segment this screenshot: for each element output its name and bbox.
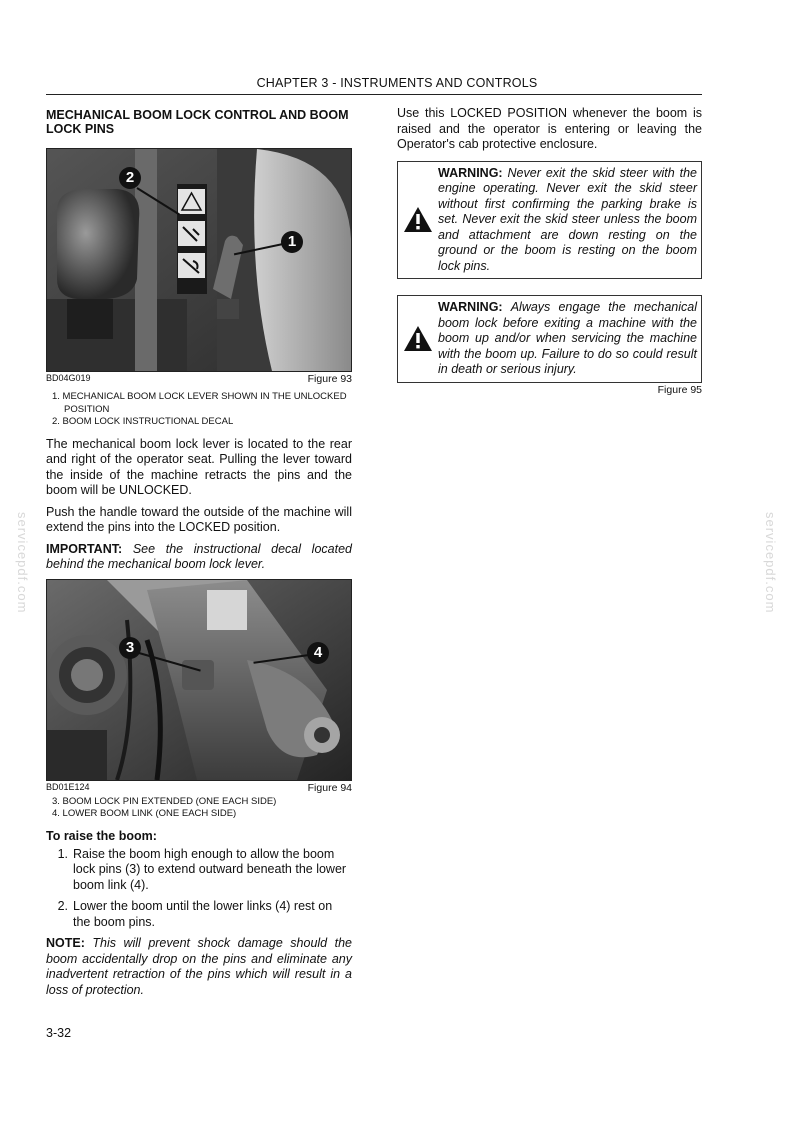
figure-93-caption (46, 373, 352, 385)
chapter-header: CHAPTER 3 - INSTRUMENTS AND CONTROLS (256, 76, 538, 90)
callout-1: 1 (281, 231, 303, 253)
legend-item: 3. BOOM LOCK PIN EXTENDED (ONE EACH SIDE) (52, 795, 277, 807)
section-heading: MECHANICAL BOOM LOCK CONTROL AND BOOM LOCK PINS (46, 108, 349, 136)
figure-94-label: Figure 94 (307, 781, 352, 794)
warning-1-label: WARNING: (438, 165, 503, 180)
important-label: IMPORTANT: (46, 541, 123, 556)
boom-lock-lever-photo (47, 149, 351, 371)
legend-item: 4. LOWER BOOM LINK (ONE EACH SIDE) (52, 808, 237, 819)
warning-box-1 (397, 161, 702, 280)
warning-1-text (438, 166, 697, 275)
watermark-right: servicepdf.com (763, 512, 778, 614)
callout-3: 3 (119, 637, 141, 659)
figure-94-photo (46, 579, 352, 781)
paragraph: The mechanical boom lock lever is located to the rear and right of the operator seat. Pulling the lever toward the inside of the machine retracts the pins and the boom will be UNLOCKED. (46, 436, 352, 497)
left-column (46, 106, 352, 1004)
callout-4: 4 (307, 642, 329, 664)
figure-93-photo (46, 148, 352, 372)
warning-triangle-icon (398, 300, 438, 378)
warning-2-body: Always engage the mechanical boom lock before exiting a machine with the boom up and/or when servicing the machine with the boom up. Failure to do so could result in death or serious injury. (438, 300, 698, 376)
raise-boom-heading: To raise the boom: (46, 828, 157, 843)
note-text: This will prevent shock damage should the boom accidentally drop on the pins and eliminate any inadvertent retraction of the pins which will result in a loss of protection. (46, 936, 352, 997)
important-text: See the instructional decal located behind the mechanical boom lock lever. (46, 541, 352, 571)
raise-boom-steps (46, 847, 352, 931)
callout-2: 2 (119, 167, 141, 189)
warning-2-text (438, 300, 697, 378)
right-column (397, 106, 702, 396)
figure-94-caption (46, 782, 352, 794)
warning-1-body: Never exit the skid steer with the engine operating. Never exit the skid steer without first confirming the parking brake is set. Never exit the skid steer unless the boom and attachment are down resting on the ground or the boom is resting on the boom lock pins. (438, 165, 697, 273)
legend-item: 2. BOOM LOCK INSTRUCTIONAL DECAL (52, 416, 234, 427)
note-label: NOTE: (46, 936, 85, 950)
figure-93-label: Figure 93 (307, 373, 352, 385)
figure-94-code: BD01E124 (46, 781, 90, 792)
important-note (46, 542, 352, 573)
step-text: Raise the boom high enough to allow the boom lock pins (3) to extend outward beneath the lower boom link (4). (73, 846, 347, 892)
figure-94-legend (46, 796, 352, 821)
step-number: 1. (57, 846, 68, 861)
header-rule (46, 94, 702, 95)
warning-2-label: WARNING: (438, 300, 503, 314)
note (46, 936, 352, 998)
step-item (46, 847, 352, 894)
step-item (46, 899, 352, 930)
figure-93-code: BD04G019 (46, 373, 91, 383)
legend-item: 1. MECHANICAL BOOM LOCK LEVER SHOWN IN THE UNLOCKED POSITION (52, 391, 347, 415)
page-number: 3-32 (46, 1026, 72, 1040)
step-number: 2. (57, 899, 68, 913)
watermark-left: servicepdf.com (15, 512, 30, 614)
boom-lock-pin-photo (47, 580, 351, 780)
paragraph: Push the handle toward the outside of the machine will extend the pins into the LOCKED position. (46, 504, 352, 534)
figure-95-label: Figure 95 (657, 383, 702, 396)
paragraph: Use this LOCKED POSITION whenever the boom is raised and the operator is entering or leaving the Operator's cab protective enclosure. (397, 106, 702, 151)
figure-93-legend (46, 391, 352, 429)
step-text: Lower the boom until the lower links (4) rest on the boom pins. (73, 899, 333, 929)
warning-triangle-icon (398, 166, 438, 275)
warning-box-2 (397, 295, 702, 383)
